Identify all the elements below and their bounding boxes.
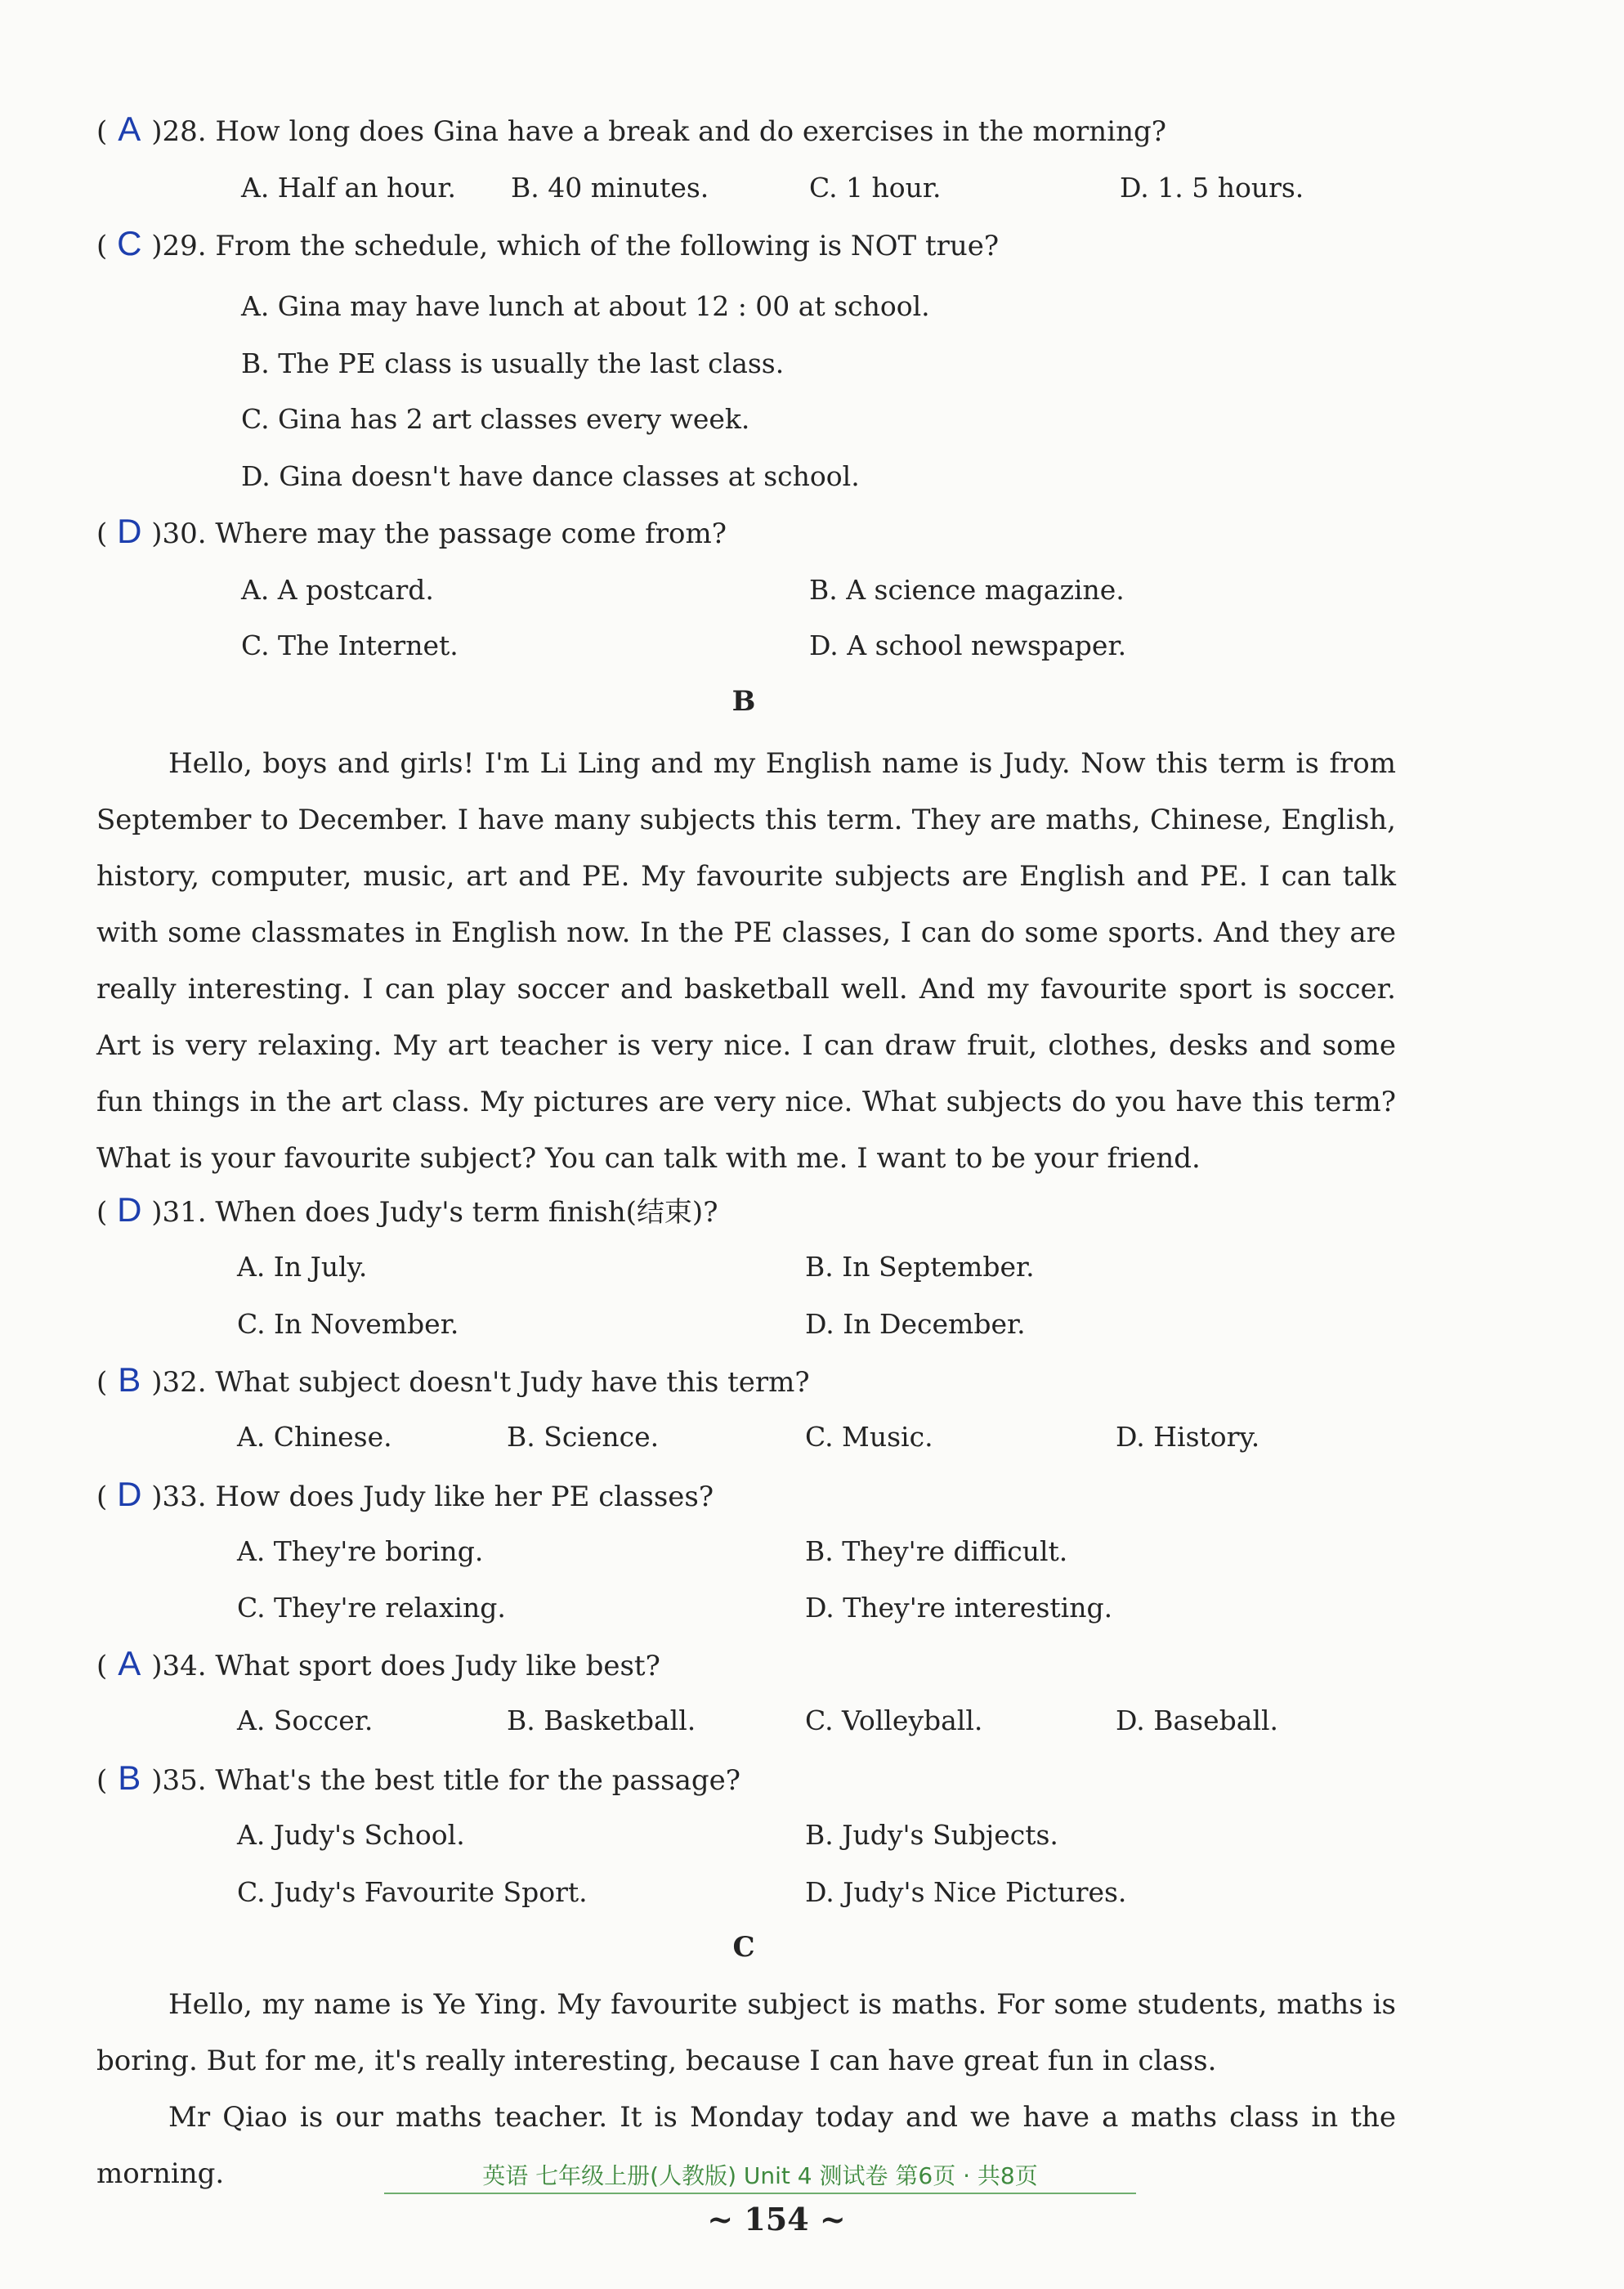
section-b-heading: B [731, 685, 756, 718]
footer-divider [384, 2193, 1136, 2194]
q35-option-c: C. Judy's Favourite Sport. [237, 1876, 588, 1908]
page-footer: 英语 七年级上册(人教版) Unit 4 测试卷 第6页 · 共8页 [482, 2162, 1038, 2189]
q30-option-d: D. A school newspaper. [809, 629, 1127, 661]
question-28: ( A )28. How long does Gina have a break and do exercises in the morning? [96, 110, 1166, 148]
question-32-stem: )32. What subject doesn't Judy have this term? [151, 1366, 810, 1399]
answer-31: D [117, 1190, 142, 1229]
question-33: ( D )33. How does Judy like her PE classes? [96, 1475, 714, 1513]
page-number: ~ 154 ~ [707, 2201, 846, 2237]
section-c-paragraph-1: Hello, my name is Ye Ying. My favourite subject is maths. For some students, maths is boring. But for me, it's really interesting, because I can have great fun in class. [96, 1988, 1396, 2077]
q29-option-c: C. Gina has 2 art classes every week. [241, 403, 750, 435]
q33-option-a: A. They're boring. [237, 1535, 484, 1567]
question-29: ( C )29. From the schedule, which of the following is NOT true? [96, 224, 1000, 262]
answer-28: A [118, 110, 141, 148]
q33-option-b: B. They're difficult. [805, 1535, 1068, 1567]
answer-35: B [118, 1758, 141, 1797]
q29-option-b: B. The PE class is usually the last class. [241, 347, 785, 379]
section-c-paragraph-2: Mr Qiao is our maths teacher. It is Monday today and we have a maths class in the morning. [96, 2101, 1396, 2190]
question-31-stem: )31. When does Judy's term finish(结束)? [151, 1196, 718, 1229]
q32-option-a: A. Chinese. [237, 1421, 392, 1453]
q33-option-d: D. They're interesting. [805, 1592, 1113, 1624]
q28-option-a: A. Half an hour. [241, 172, 456, 204]
q29-option-a: A. Gina may have lunch at about 12 : 00 at school. [241, 290, 930, 322]
q34-option-b: B. Basketball. [507, 1704, 696, 1736]
question-34-stem: )34. What sport does Judy like best? [151, 1650, 660, 1682]
q31-option-c: C. In November. [237, 1308, 459, 1340]
question-34: ( A )34. What sport does Judy like best? [96, 1644, 660, 1682]
answer-34: A [118, 1644, 141, 1682]
section-c-heading: C [732, 1931, 755, 1964]
q33-option-c: C. They're relaxing. [237, 1592, 506, 1624]
q35-option-b: B. Judy's Subjects. [805, 1819, 1058, 1851]
q28-option-c: C. 1 hour. [809, 172, 942, 204]
q28-option-d: D. 1. 5 hours. [1120, 172, 1304, 204]
q31-option-b: B. In September. [805, 1251, 1035, 1283]
question-32: ( B )32. What subject doesn't Judy have this term? [96, 1360, 810, 1399]
q31-option-d: D. In December. [805, 1308, 1026, 1340]
q30-option-c: C. The Internet. [241, 629, 459, 661]
section-b-passage: Hello, boys and girls! I'm Li Ling and my English name is Judy. Now this term is from September to December. I have many subjects this term. They are maths, Chinese, English, history, computer, music, art and PE. My favourite subjects are English and PE. I can talk with some classmates in English now. In the PE classes, I can do some sports. And they are really interesting. I can play soccer and basketball well. And my favourite sport is soccer. Art is very relaxing. My art teacher is very nice. I can draw fruit, clothes, desks and some fun things in the art class. My pictures are very nice. What subjects do you have this term? What is your favourite subject? You can talk with me. I want to be your friend. [96, 747, 1396, 1175]
q32-option-c: C. Music. [805, 1421, 933, 1453]
question-29-stem: )29. From the schedule, which of the following is NOT true? [151, 230, 1000, 262]
question-30-stem: )30. Where may the passage come from? [151, 517, 727, 550]
q28-option-b: B. 40 minutes. [511, 172, 709, 204]
q34-option-c: C. Volleyball. [805, 1704, 983, 1736]
question-35-stem: )35. What's the best title for the passage? [151, 1764, 741, 1797]
question-35: ( B )35. What's the best title for the passage? [96, 1758, 741, 1797]
question-30: ( D )30. Where may the passage come from? [96, 512, 727, 550]
answer-33: D [117, 1475, 142, 1513]
q29-option-d: D. Gina doesn't have dance classes at school. [241, 460, 860, 492]
question-31: ( D )31. When does Judy's term finish(结束)? [96, 1190, 718, 1229]
q35-option-a: A. Judy's School. [237, 1819, 465, 1851]
q30-option-a: A. A postcard. [241, 574, 434, 606]
q34-option-d: D. Baseball. [1116, 1704, 1279, 1736]
question-28-stem: )28. How long does Gina have a break and do exercises in the morning? [151, 115, 1166, 148]
q34-option-a: A. Soccer. [237, 1704, 374, 1736]
q31-option-a: A. In July. [237, 1251, 368, 1283]
q30-option-b: B. A science magazine. [809, 574, 1125, 606]
answer-30: D [117, 512, 142, 550]
answer-29: C [117, 224, 142, 262]
q35-option-d: D. Judy's Nice Pictures. [805, 1876, 1127, 1908]
question-33-stem: )33. How does Judy like her PE classes? [151, 1480, 714, 1513]
q32-option-d: D. History. [1116, 1421, 1260, 1453]
q32-option-b: B. Science. [507, 1421, 660, 1453]
answer-32: B [118, 1360, 141, 1399]
